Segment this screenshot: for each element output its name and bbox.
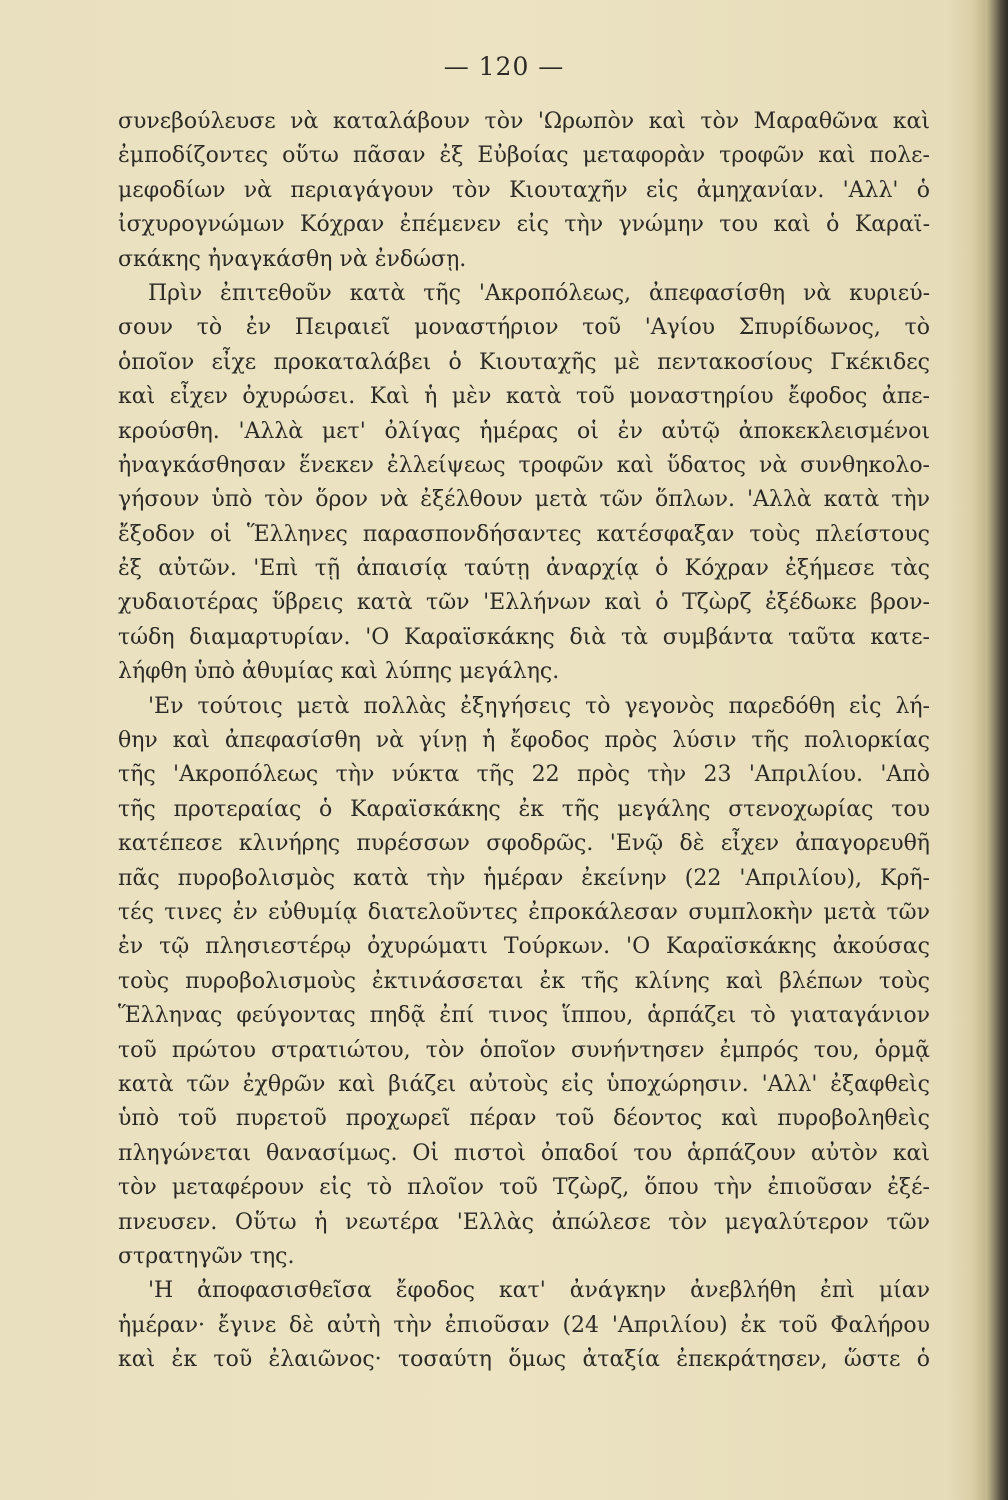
- text-line: κατὰ τῶν ἐχθρῶν καὶ βιάζει αὐτοὺς εἰς ὑποχώρησιν. 'Αλλ' ἐξαφθεὶς: [118, 1071, 930, 1097]
- book-spine: [986, 0, 1008, 1500]
- text-line: τοῦ πρώτου στρατιώτου, τὸν ὁποῖον συνήντησεν ἐμπρός του, ὁρμᾷ: [118, 1037, 930, 1063]
- text-line: καὶ εἶχεν ὀχυρώσει. Καὶ ἡ μὲν κατὰ τοῦ μοναστηρίου ἔφοδος ἀπε-: [118, 384, 930, 410]
- binding-shadow: [972, 0, 986, 1500]
- text-line: ἰσχυρογνώμων Κόχραν ἐπέμενεν εἰς τὴν γνώμην του καὶ ὁ Καραϊ-: [118, 212, 930, 238]
- text-line: θην καὶ ἀπεφασίσθη νὰ γίνῃ ἡ ἔφοδος πρὸς λύσιν τῆς πολιορκίας: [118, 728, 930, 754]
- text-line: λήφθη ὑπὸ ἀθυμίας καὶ λύπης μεγάλης.: [118, 659, 560, 685]
- text-line: σουν τὸ ἐν Πειραιεῖ μοναστήριον τοῦ 'Αγίου Σπυρίδωνος, τὸ: [118, 315, 930, 341]
- text-line: τοὺς πυροβολισμοὺς ἐκτινάσσεται ἐκ τῆς κλίνης καὶ βλέπων τοὺς: [118, 968, 930, 994]
- text-line: πνευσεν. Οὕτω ἡ νεωτέρα 'Ελλὰς ἀπώλεσε τὸν μεγαλύτερον τῶν: [118, 1209, 930, 1235]
- text-line: πληγώνεται θανασίμως. Οἱ πιστοὶ ὀπαδοί του ἁρπάζουν αὐτὸν καὶ: [118, 1140, 930, 1166]
- text-line: συνεβούλευσε νὰ καταλάβουν τὸν 'Ωρωπὸν καὶ τὸν Μαραθῶνα καὶ: [118, 109, 930, 134]
- text-line: κρούσθη. 'Αλλὰ μετ' ὀλίγας ἡμέρας οἱ ἐν αὐτῷ ἀποκεκλεισμένοι: [118, 418, 930, 444]
- text-line: Ἕλληνας φεύγοντας πηδᾷ ἐπί τινος ἵππου, ἁρπάζει τὸ γιαταγάνιον: [118, 1003, 930, 1029]
- text-line: τές τινες ἐν εὐθυμίᾳ διατελοῦντες ἐπροκάλεσαν συμπλοκὴν μετὰ τῶν: [118, 899, 930, 925]
- paragraph-start: Πρὶν ἐπιτεθοῦν κατὰ τῆς 'Ακροπόλεως, ἀπεφασίσθη νὰ κυριεύ-: [148, 280, 930, 306]
- text-line: τῆς προτεραίας ὁ Καραϊσκάκης ἐκ τῆς μεγάλης στενοχωρίας του: [118, 796, 930, 822]
- text-line: σκάκης ἠναγκάσθη νὰ ἐνδώσῃ.: [118, 246, 467, 272]
- text-line: πᾶς πυροβολισμὸς κατὰ τὴν ἡμέραν ἐκείνην (22 'Απριλίου), Κρῆ-: [118, 865, 930, 891]
- text-line: ἔξοδον οἱ Ἕλληνες παρασπονδήσαντες κατέσφαξαν τοὺς πλείστους: [118, 521, 930, 547]
- text-line: ἡμέραν· ἔγινε δὲ αὐτὴ τὴν ἐπιοῦσαν (24 'Απριλίου) ἐκ τοῦ Φαλήρου: [118, 1312, 930, 1338]
- text-line: τὸν μεταφέρουν εἰς τὸ πλοῖον τοῦ Τζὼρζ, ὅπου τὴν ἐπιοῦσαν ἐξέ-: [118, 1175, 930, 1201]
- page-number: — 120 —: [443, 52, 565, 81]
- text-line: κατέπεσε κλινήρης πυρέσσων σφοδρῶς. 'Ενῷ δὲ εἶχεν ἀπαγορευθῆ: [118, 831, 930, 857]
- text-line: τῆς 'Ακροπόλεως τὴν νύκτα τῆς 22 πρὸς τὴν 23 'Απριλίου. 'Απὸ: [118, 762, 930, 788]
- text-line: ὁποῖον εἶχε προκαταλάβει ὁ Κιουταχῆς μὲ πεντακοσίους Γκέκιδες: [118, 349, 930, 375]
- text-line: μεφοδίων νὰ περιαγάγουν τὸν Κιουταχῆν εἰς ἀμηχανίαν. 'Αλλ' ὁ: [118, 177, 930, 203]
- text-line: καὶ ἐκ τοῦ ἐλαιῶνος· τοσαύτη ὅμως ἀταξία ἐπεκράτησεν, ὥστε ὁ: [118, 1347, 930, 1373]
- text-line: στρατηγῶν της.: [118, 1243, 295, 1269]
- body-text: [118, 105, 930, 1377]
- text-line: ἐμποδίζοντες οὕτω πᾶσαν ἐξ Εὐβοίας μεταφορὰν τροφῶν καὶ πολε-: [118, 143, 930, 169]
- paragraph-start: 'Εν τούτοις μετὰ πολλὰς ἐξηγήσεις τὸ γεγονὸς παρεδόθη εἰς λή-: [148, 693, 930, 719]
- text-line: τώδη διαμαρτυρίαν. 'Ο Καραϊσκάκης διὰ τὰ συμβάντα ταῦτα κατε-: [118, 624, 930, 650]
- text-line: ἐν τῷ πλησιεστέρῳ ὀχυρώματι Τούρκων. 'Ο Καραϊσκάκης ἀκούσας: [118, 934, 930, 960]
- text-line: ὑπὸ τοῦ πυρετοῦ προχωρεῖ πέραν τοῦ δέοντος καὶ πυροβοληθεὶς: [118, 1106, 930, 1132]
- text-line: ἠναγκάσθησαν ἕνεκεν ἐλλείψεως τροφῶν καὶ ὕδατος νὰ συνθηκολο-: [118, 452, 930, 478]
- text-line: ἐξ αὐτῶν. 'Επὶ τῇ ἀπαισίᾳ ταύτῃ ἀναρχίᾳ ὁ Κόχραν ἐξήμεσε τὰς: [118, 556, 930, 582]
- text-line: γήσουν ὑπὸ τὸν ὅρον νὰ ἐξέλθουν μετὰ τῶν ὅπλων. 'Αλλὰ κατὰ τὴν: [118, 487, 930, 513]
- paragraph-start: 'Η ἀποφασισθεῖσα ἔφοδος κατ' ἀνάγκην ἀνεβλήθη ἐπὶ μίαν: [148, 1278, 930, 1304]
- text-line: χυδαιοτέρας ὕβρεις κατὰ τῶν 'Ελλήνων καὶ ὁ Τζὼρζ ἐξέδωκε βρον-: [118, 590, 930, 616]
